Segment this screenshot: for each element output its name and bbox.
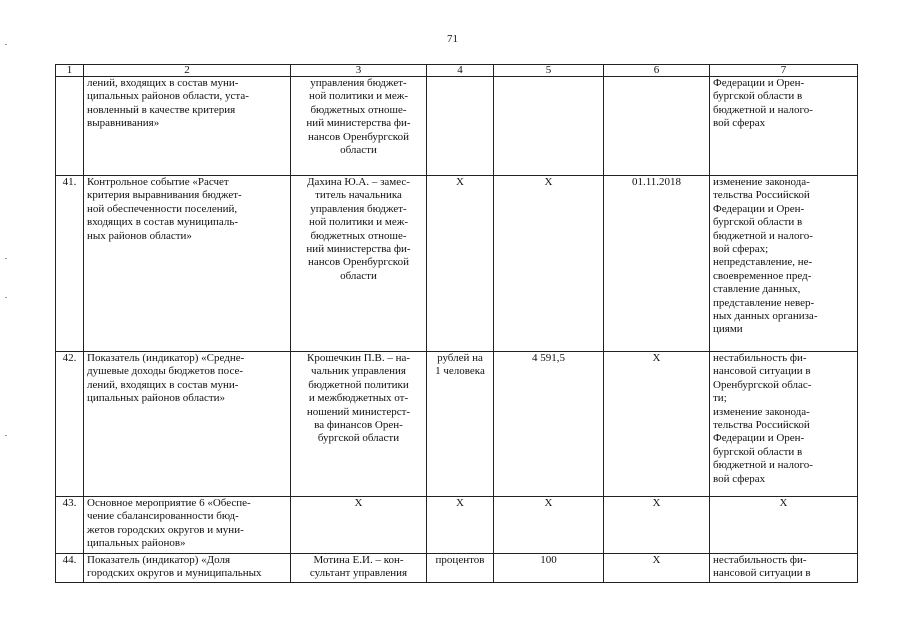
description-cell: Показатель (индикатор) «Средне- душевые доходы бюджетов посе- лений, входящих в состав муни- ципальных районов области» [84,352,291,497]
unit-cell [427,77,494,176]
data-table [55,64,858,583]
page-number: 71 [447,33,458,45]
responsible-cell: Крошечкин П.В. – на- чальник управления бюджетной политики и межбюджетных от- ношений министерст- ва финансов Орен- бургской области [291,352,427,497]
column-header: 1 [56,65,84,77]
row-number: 42. [56,352,84,497]
column-header: 6 [604,65,710,77]
date-cell: Х [604,352,710,497]
column-header: 3 [291,65,427,77]
description-cell: Основное мероприятие 6 «Обеспе- чение сбалансированности бюд- жетов городских округов и муни- ципальных районов» [84,497,291,554]
unit-cell: Х [427,497,494,554]
column-header: 4 [427,65,494,77]
column-header: 7 [710,65,858,77]
row-number: 43. [56,497,84,554]
unit-cell: рублей на 1 человека [427,352,494,497]
responsible-cell: Дахина Ю.А. – замес- титель начальника управления бюджет- ной политики и меж- бюджетных отноше- ний министерства фи- нансов Оренбургской области [291,176,427,352]
value-cell [494,77,604,176]
table-row [56,497,858,554]
margin-mark [5,44,7,45]
date-cell: Х [604,497,710,554]
risk-cell: Х [710,497,858,554]
responsible-cell: Х [291,497,427,554]
risk-cell: нестабильность фи- нансовой ситуации в Оренбургской облас- ти; изменение законода- тельства Российской Федерации и Орен- бургской области в бюджетной и налого- вой сферах [710,352,858,497]
unit-cell: процентов [427,554,494,583]
table-row [56,554,858,583]
row-number: 41. [56,176,84,352]
responsible-cell: управления бюджет- ной политики и меж- бюджетных отноше- ний министерства фи- нансов Оренбургской области [291,77,427,176]
responsible-cell: Мотина Е.И. – кон- сультант управления [291,554,427,583]
description-cell: Контрольное событие «Расчет критерия выравнивания бюджет- ной обеспеченности поселений, входящих в состав муниципаль- ных районов области» [84,176,291,352]
value-cell: 4 591,5 [494,352,604,497]
margin-mark [5,258,7,259]
margin-mark [5,297,7,298]
row-number [56,77,84,176]
date-cell: 01.11.2018 [604,176,710,352]
table-row [56,77,858,176]
value-cell: Х [494,497,604,554]
table-row [56,176,858,352]
risk-cell: нестабильность фи- нансовой ситуации в [710,554,858,583]
description-cell: Показатель (индикатор) «Доля городских округов и муниципальных [84,554,291,583]
date-cell [604,77,710,176]
value-cell: 100 [494,554,604,583]
table-header-row [56,65,858,77]
date-cell: Х [604,554,710,583]
description-cell: лений, входящих в состав муни- ципальных районов области, уста- новленный в качестве критерия выравнивания» [84,77,291,176]
unit-cell: Х [427,176,494,352]
risk-cell: Федерации и Орен- бургской области в бюджетной и налого- вой сферах [710,77,858,176]
column-header: 2 [84,65,291,77]
value-cell: Х [494,176,604,352]
table-row [56,352,858,497]
row-number: 44. [56,554,84,583]
risk-cell: изменение законода- тельства Российской Федерации и Орен- бургской области в бюджетной и налого- вой сферах; непредставление, не- своевременное пред- ставление данных, представление невер- ных данных организа- циями [710,176,858,352]
column-header: 5 [494,65,604,77]
margin-mark [5,435,7,436]
